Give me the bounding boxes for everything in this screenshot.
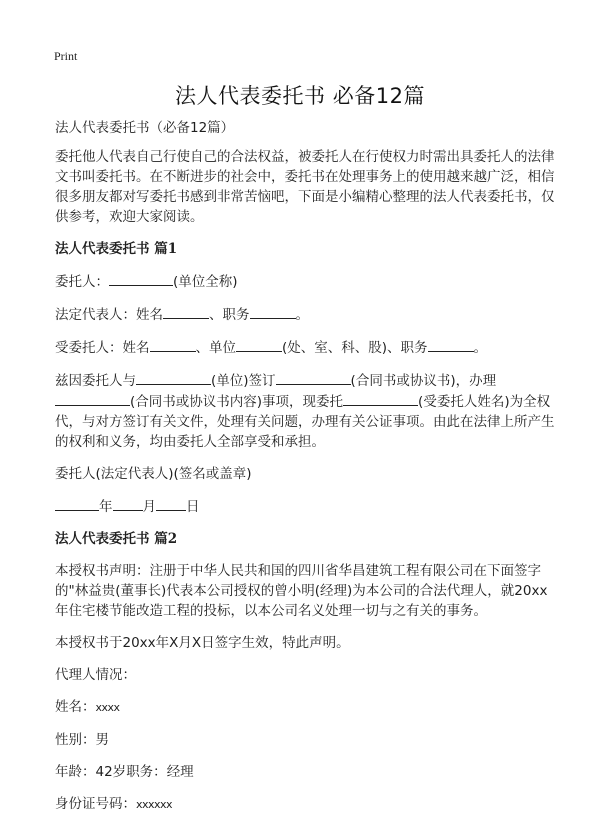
agent-position-blank: [428, 337, 474, 352]
body-text-2: (单位)签订: [211, 373, 276, 389]
gender-label: 性别：: [55, 732, 96, 748]
agent-line: [55, 337, 555, 358]
id-value: xxxxxx: [136, 798, 173, 811]
legal-rep-end: 。: [295, 307, 309, 323]
position-value: 经理: [166, 764, 194, 780]
body-text-4: (合同书或协议书内容)事项，现委托: [130, 394, 344, 410]
name-value: xxxx: [95, 701, 120, 714]
authorization-paragraph: [55, 370, 555, 452]
principal-blank: [109, 271, 173, 286]
agent-id-line: [55, 794, 555, 815]
section-heading-1: 法人代表委托书 篇1: [55, 241, 178, 257]
principal-suffix: (单位全称): [173, 274, 238, 290]
age-value: 42岁: [95, 764, 127, 780]
id-label: 身份证号码：: [55, 796, 136, 812]
legal-rep-line: [55, 304, 555, 325]
document-body: [55, 118, 555, 827]
agent-name-line: [55, 697, 555, 718]
signature-line: 委托人(法定代表人)(签名或盖章): [55, 466, 252, 482]
statement-paragraph: 本授权书声明：注册于中华人民共和国的四川省华昌建筑工程有限公司在下面签字的"林益贵(董事长)代表本公司授权的曾小明(经理)为本公司的合法代理人，就20xx年住宅楼节能改造工程的投标，以本公司名义处理一切与之有关的事务。: [55, 563, 548, 619]
agent-end: 。: [473, 340, 488, 356]
month-label: 月: [142, 499, 156, 515]
agent-info-label: 代理人情况：: [55, 667, 136, 683]
month-blank: [113, 496, 143, 511]
name-label: 姓名：: [55, 699, 96, 715]
age-label: 年龄：: [55, 764, 96, 780]
legal-rep-label: 法定代表人：姓名: [55, 307, 163, 323]
document-title: 法人代表委托书 必备12篇: [175, 84, 425, 108]
effective-paragraph: 本授权书于20xx年X月X日签字生效，特此声明。: [55, 635, 350, 651]
principal-line: [55, 271, 555, 292]
agent-gender-line: [55, 730, 555, 750]
body-text-3: (合同书或协议书)，办理: [350, 373, 497, 389]
unit-blank: [136, 370, 211, 385]
date-line: [55, 496, 555, 517]
agent-dept-label: (处、室、科、股)、职务: [282, 340, 428, 356]
body-text-5: (受委托人姓名)为全权代，与对方签订有关文件，处理有关问题，办理有关公证事项。由此在法律上所产生的权利和义务，均由委托人全部享受和承担。: [55, 394, 555, 450]
year-blank: [55, 496, 99, 511]
year-label: 年: [99, 499, 113, 515]
print-label: Print: [54, 49, 78, 63]
agent-age-line: [55, 762, 555, 782]
legal-rep-name-blank: [163, 304, 209, 319]
intro-paragraph: 委托他人代表自己行使自己的合法权益，被委托人在行使权力时需出具委托人的法律文书叫委托书。在不断进步的社会中，委托书在处理事务上的使用越来越广泛，相信很多朋友都对写委托书感到非常苦恼吧，下面是小编精心整理的法人代表委托书，仅供参考，欢迎大家阅读。: [55, 149, 555, 225]
agent-unit-label: 、单位: [195, 340, 236, 356]
agent-unit-blank: [236, 337, 282, 352]
agent-name-blank-2: [343, 391, 418, 406]
section-heading-2: 法人代表委托书 篇2: [55, 531, 178, 547]
legal-rep-position-blank: [250, 304, 296, 319]
body-text-1: 兹因委托人与: [55, 373, 136, 389]
contract-content-blank: [55, 391, 130, 406]
day-label: 日: [186, 499, 200, 515]
agent-label: 受委托人：姓名: [55, 340, 150, 356]
gender-value: 男: [95, 732, 109, 748]
agent-name-blank: [150, 337, 196, 352]
day-blank: [156, 496, 186, 511]
document-subtitle: 法人代表委托书（必备12篇）: [55, 120, 235, 136]
legal-rep-sep: 、职务: [209, 307, 250, 323]
principal-label: 委托人：: [55, 274, 109, 290]
contract-blank: [276, 370, 351, 385]
position-label: 职务：: [126, 764, 167, 780]
